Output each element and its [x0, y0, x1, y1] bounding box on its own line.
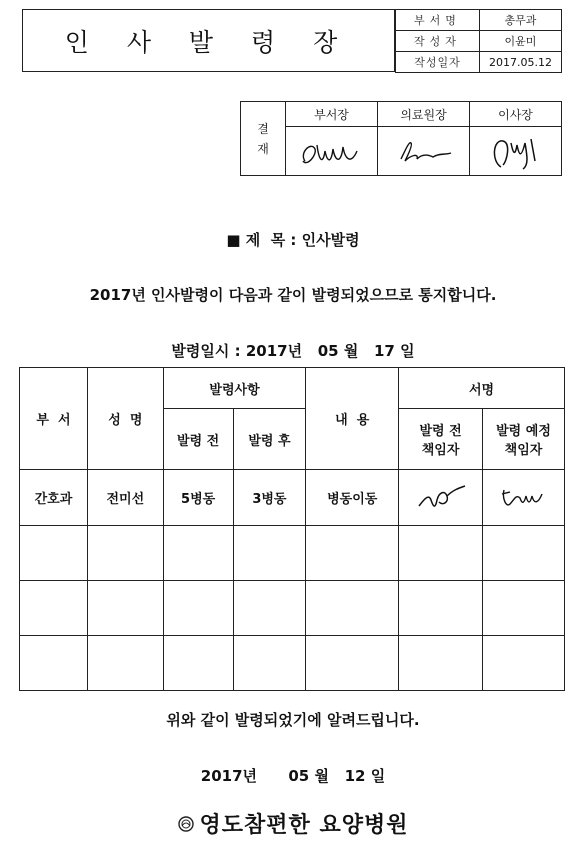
- document-meta-table: [395, 9, 562, 73]
- hospital-signature: [0, 808, 586, 839]
- personnel-order-table: [19, 367, 565, 691]
- issue-date: 2017년 05 월 12 일: [200, 767, 386, 785]
- cell-next-manager-signature: [483, 470, 565, 526]
- notice-text: 2017년 인사발령이 다음과 같이 발령되었으므로 통지합니다.: [89, 286, 497, 304]
- header-next-manager: 발령 예정 책임자: [483, 409, 565, 470]
- table-row: [20, 581, 565, 636]
- approval-signature-medical-director: [378, 127, 470, 176]
- approval-role-chairman: 이사장: [470, 102, 562, 127]
- document-title: 인 사 발 령 장: [22, 9, 395, 72]
- header-name: 성 명: [87, 368, 163, 470]
- table-row: [20, 470, 565, 526]
- cell-prev-manager-signature: [399, 470, 483, 526]
- header-after: 발령 후: [233, 409, 306, 470]
- effective-date: 발령일시 : 2017년 05 월 17 일: [171, 342, 415, 360]
- approval-signature-chairman: [470, 127, 562, 176]
- meta-label-date: 작성일자: [396, 52, 480, 73]
- cell-name: 전미선: [87, 470, 163, 526]
- approval-signature-dept-head: [286, 127, 378, 176]
- header-prev-manager: 발령 전 책임자: [399, 409, 483, 470]
- meta-value-dept: 총무과: [480, 10, 562, 31]
- cell-content: 병동이동: [306, 470, 399, 526]
- header-sign: 서명: [399, 368, 565, 409]
- closing-text: 위와 같이 발령되었기에 알려드립니다.: [166, 711, 420, 729]
- header-order: 발령사항: [163, 368, 306, 409]
- approval-role-dept-head: 부서장: [286, 102, 378, 127]
- handwritten-signature: [481, 131, 551, 171]
- hospital-logo-icon: [178, 816, 194, 832]
- table-row: [20, 636, 565, 691]
- approval-role-medical-director: 의료원장: [378, 102, 470, 127]
- cell-after: 3병동: [233, 470, 306, 526]
- table-row: [20, 526, 565, 581]
- meta-label-dept: 부서명: [396, 10, 480, 31]
- header-before: 발령 전: [163, 409, 233, 470]
- hospital-name: 영도참편한 요양병원: [199, 813, 409, 838]
- meta-label-author: 작성자: [396, 31, 480, 52]
- header-content: 내 용: [306, 368, 399, 470]
- handwritten-signature: [389, 131, 459, 171]
- approval-label: 결 재: [241, 102, 286, 176]
- cell-before: 5병동: [163, 470, 233, 526]
- approval-box: [240, 101, 562, 176]
- subject-line: ■ 제 목 : 인사발령: [226, 231, 360, 249]
- meta-value-author: 이윤미: [480, 31, 562, 52]
- handwritten-signature: [494, 480, 554, 516]
- meta-value-date: 2017.05.12: [480, 52, 562, 73]
- handwritten-signature: [297, 131, 367, 171]
- handwritten-signature: [411, 480, 471, 516]
- cell-dept: 간호과: [20, 470, 88, 526]
- header-dept: 부 서: [20, 368, 88, 470]
